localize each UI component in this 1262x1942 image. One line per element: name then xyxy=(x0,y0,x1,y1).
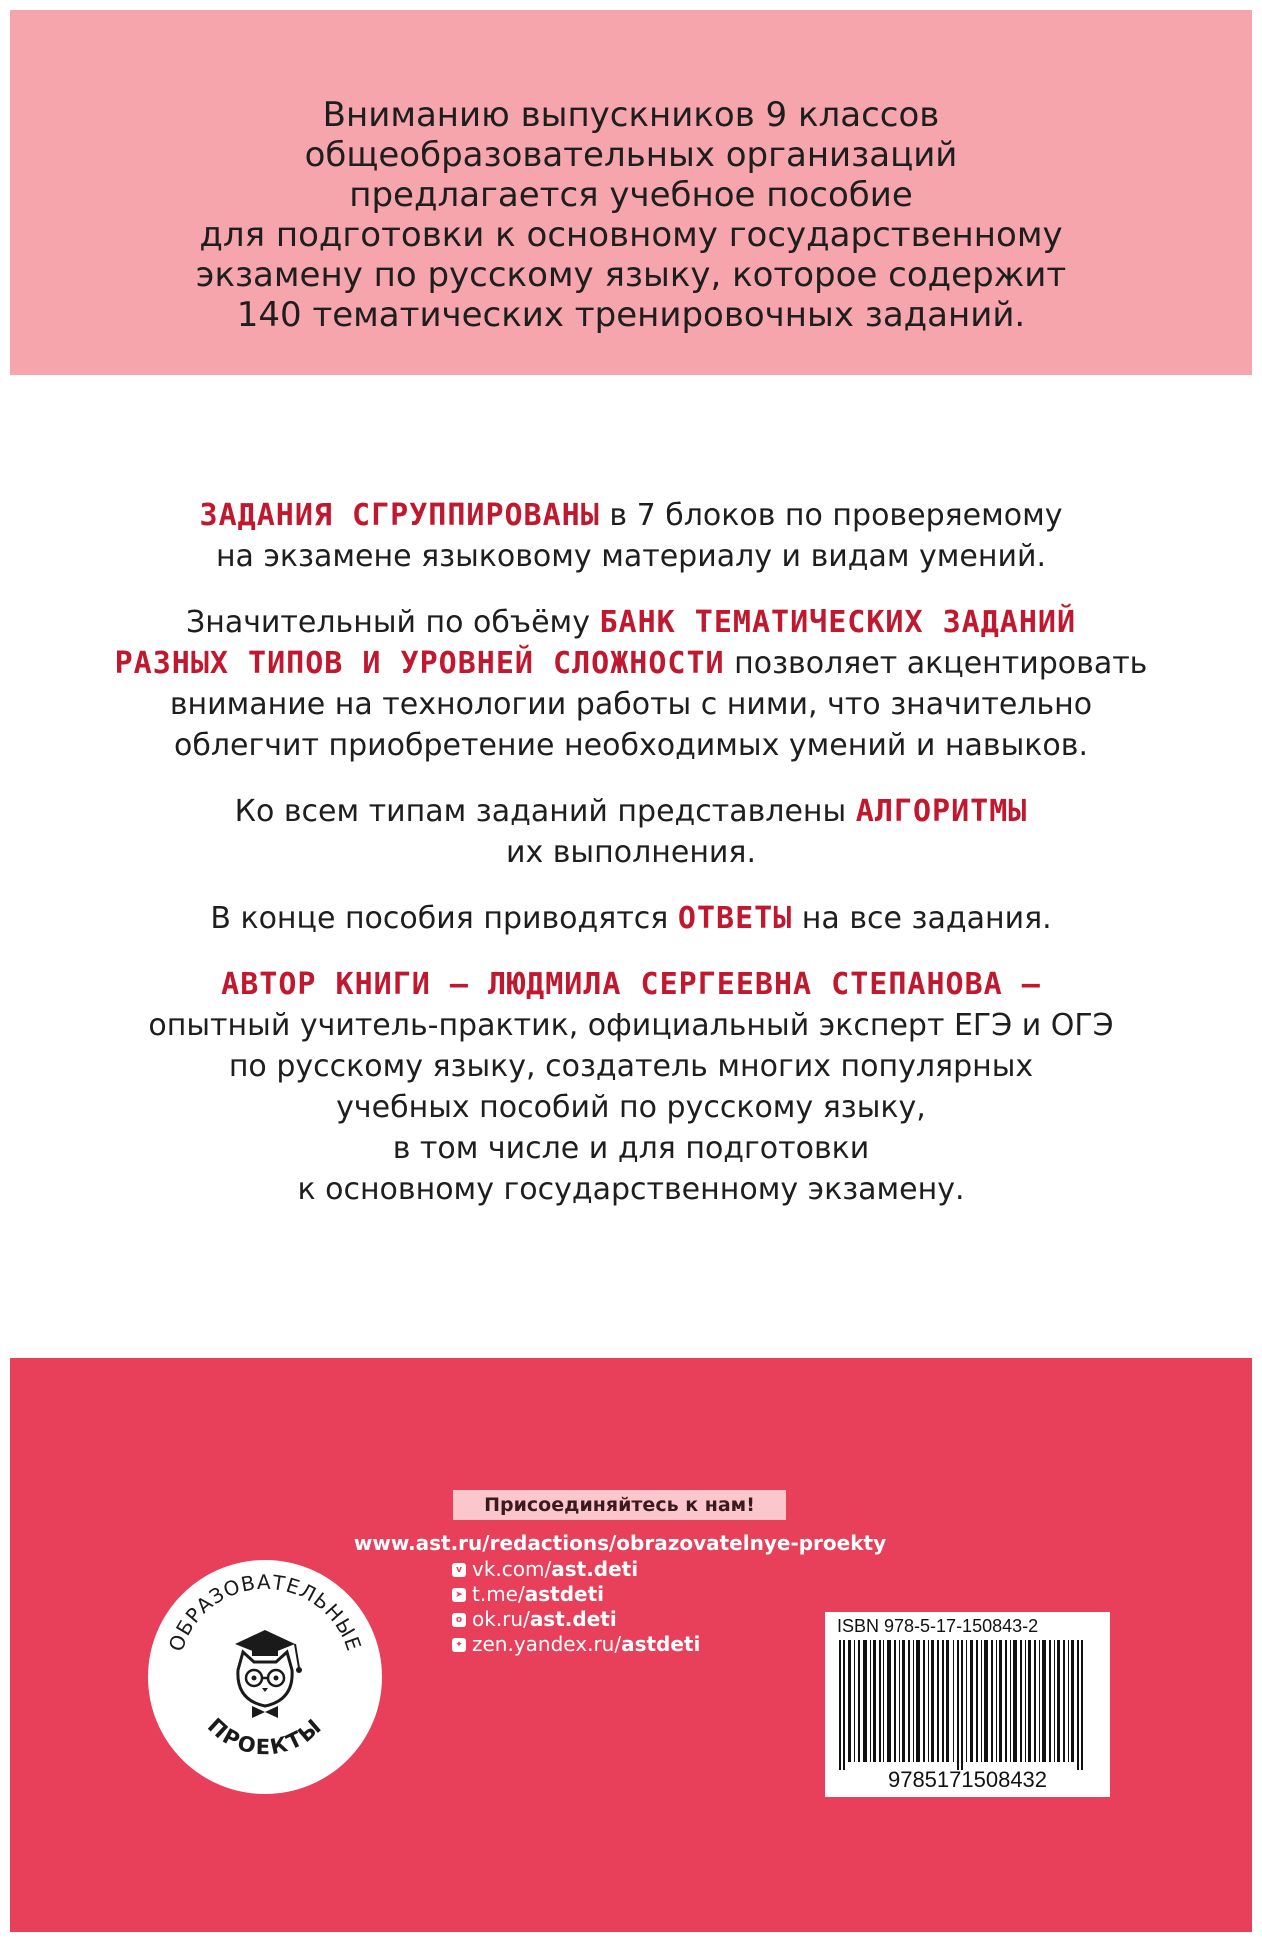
text: Значительный по объёму xyxy=(185,605,600,640)
description xyxy=(90,495,1172,1235)
social-link-handle: astdeti xyxy=(621,1632,701,1656)
social-link-vk[interactable] xyxy=(452,1557,700,1582)
highlight-tasks-grouped: ЗАДАНИЯ СГРУППИРОВАНЫ xyxy=(199,498,600,533)
social-link-odnoklassniki[interactable] xyxy=(452,1607,700,1632)
text: к основному государственному экзамену. xyxy=(297,1172,965,1207)
text: позволяет акцентировать xyxy=(724,646,1148,681)
telegram-icon: ➤ xyxy=(452,1588,466,1602)
paragraph-task-bank xyxy=(90,602,1172,766)
highlight-algorithms: АЛГОРИТМЫ xyxy=(855,794,1028,829)
cat-mascot-icon xyxy=(235,1630,302,1718)
join-us-label: Присоединяйтесь к нам! xyxy=(453,1490,786,1520)
text: в том числе и для подготовки xyxy=(392,1131,870,1166)
intro-line: Вниманию выпускников 9 классов xyxy=(322,95,940,135)
text: их выполнения. xyxy=(505,835,757,870)
paragraph-tasks-grouped xyxy=(90,495,1172,577)
highlight-task-bank: БАНК ТЕМАТИЧЕСКИХ ЗАДАНИЙ xyxy=(599,605,1077,640)
social-links xyxy=(452,1557,700,1657)
isbn-label: ISBN 978-5-17-150843-2 xyxy=(837,1616,1039,1636)
badge-top-text: ОБРАЗОВАТЕЛЬНЫЕ xyxy=(163,1569,367,1655)
zen-icon: ✦ xyxy=(452,1638,466,1652)
badge-logo-icon xyxy=(148,1560,382,1794)
text: по русскому языку, создатель многих популярных xyxy=(228,1049,1034,1084)
barcode-number: 9785171508432 xyxy=(887,1767,1048,1792)
text: опытный учитель-практик, официальный эксперт ЕГЭ и ОГЭ xyxy=(148,1008,1114,1043)
isbn-barcode xyxy=(825,1612,1110,1797)
social-link-handle: ast.deti xyxy=(529,1607,617,1631)
social-link-prefix: zen.yandex.ru/ xyxy=(472,1632,622,1656)
social-link-prefix: vk.com/ xyxy=(472,1557,552,1581)
intro-line: для подготовки к основному государственному xyxy=(199,215,1063,255)
publisher-website-link[interactable]: www.ast.ru/redactions/obrazovatelnye-proekty xyxy=(353,1531,887,1555)
odnoklassniki-icon: o xyxy=(452,1613,466,1627)
social-link-telegram[interactable] xyxy=(452,1582,700,1607)
text: на экзамене языковому материалу и видам умений. xyxy=(215,539,1047,574)
text: В конце пособия приводятся xyxy=(210,901,678,936)
educational-projects-badge xyxy=(148,1560,382,1794)
intro-text xyxy=(110,95,1152,335)
text: Ко всем типам заданий представлены xyxy=(234,794,856,829)
text: облегчит приобретение необходимых умений и навыков. xyxy=(174,728,1088,763)
social-link-prefix: t.me/ xyxy=(472,1582,525,1606)
text: в 7 блоков по проверяемому xyxy=(599,498,1063,533)
intro-line: 140 тематических тренировочных заданий. xyxy=(236,295,1026,335)
social-link-zen[interactable] xyxy=(452,1632,700,1657)
social-link-prefix: ok.ru/ xyxy=(472,1607,530,1631)
paragraph-algorithms xyxy=(90,791,1172,873)
intro-line: предлагается учебное пособие xyxy=(349,175,913,215)
social-link-handle: ast.deti xyxy=(551,1557,639,1581)
paragraph-author xyxy=(90,964,1172,1210)
intro-line: экзамену по русскому языку, которое содержит xyxy=(195,255,1067,295)
highlight-task-types: РАЗНЫХ ТИПОВ И УРОВНЕЙ СЛОЖНОСТИ xyxy=(114,646,725,681)
badge-bottom-text: ПРОЕКТЫ xyxy=(202,1713,328,1760)
text: учебных пособий по русскому языку, xyxy=(336,1090,926,1125)
text: на все задания. xyxy=(792,901,1052,936)
intro-line: общеобразовательных организаций xyxy=(304,135,958,175)
social-link-handle: astdeti xyxy=(524,1582,604,1606)
text: внимание на технологии работы с ними, что значительно xyxy=(169,687,1093,722)
paragraph-answers xyxy=(90,898,1172,939)
highlight-answers: ОТВЕТЫ xyxy=(677,901,793,936)
vk-icon: v xyxy=(452,1563,466,1577)
highlight-author: АВТОР КНИГИ — ЛЮДМИЛА СЕРГЕЕВНА СТЕПАНОВА — xyxy=(221,967,1041,1002)
